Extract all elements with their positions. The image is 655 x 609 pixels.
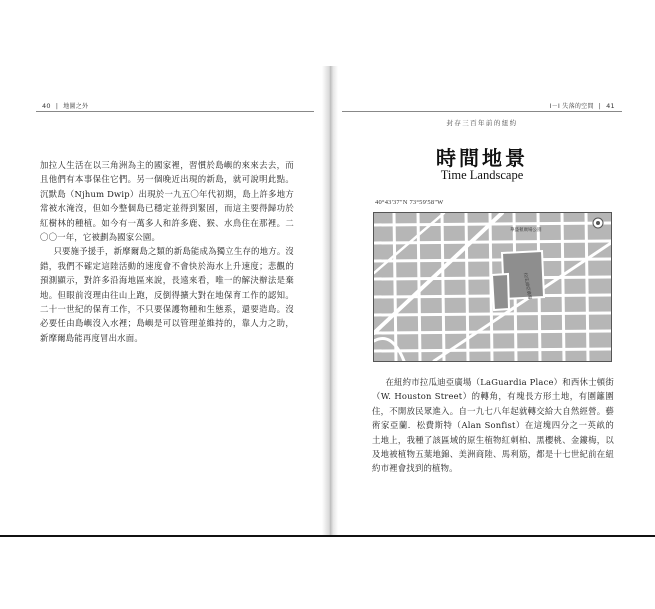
section-title-english: Time Landscape [440, 168, 524, 182]
left-body-text [40, 158, 294, 345]
street-map-graphic [374, 213, 611, 361]
street-map [373, 212, 612, 362]
right-chapter-title: I－I 失落的空間 [549, 103, 594, 110]
page-bottom-edge [0, 535, 655, 537]
map-label-street: 拉瓜迪亞廣場 [522, 272, 532, 300]
left-paragraph-2: 只要施予援手，新摩爾島之類的新島能成為獨立生存的地方。沒錯，我們不確定這陸活動的速度會不會快於海水上升速度；悲觀的預測顯示，對許多沿海地區來說，長遠來看，唯一的解決辦法是棄地。但眼前沒理由往山上跑，反倒得擴大對在地保育工作的認知。二十一世紀的保育工作，不只要保護物種和生態系，還要造島。沒必要任由島嶼沒入水裡；島嶼是可以管理並維持的，靠人力之助，新摩爾島能再度冒出水面。 [40, 246, 294, 343]
right-running-head: I－I 失落的空間 | 41 [549, 102, 615, 110]
left-chapter-title: 地圖之外 [63, 103, 89, 110]
left-running-head: 40 | 地圖之外 [42, 102, 89, 110]
section-kicker: 封存三百年前的紐約 [446, 119, 518, 127]
gps-coordinates: 40°43'37"N 73°59'58"W [375, 199, 444, 206]
left-page-number: 40 [42, 102, 51, 110]
map-label-park: 華盛頓廣場公園 [510, 228, 542, 233]
right-header-rule [342, 111, 622, 112]
right-paragraph-1: 在紐約市拉瓜迪亞廣場（LaGuardia Place）和西休士頓街（W. Houston Street）的轉角，有塊長方形土地，有圍籬圍住，不開放民眾進入。自一九七八年起就轉交給大自然經營。藝術家亞蘭．松費斯特（Alan Sonfist）在這塊四分之一英畝的土地上，我種了該區域的原生植物紅刺柏、黑櫻桃、金鏤梅，以及地被植物五葉地錦、美洲商陸、馬利筋，都是十七世紀前在紐約市裡會找到的植物。 [372, 377, 614, 474]
right-body-text [372, 375, 614, 476]
left-header-rule [36, 111, 314, 112]
section-title-chinese: 時間地景 [436, 146, 528, 170]
left-paragraph-1: 加拉人生活在以三角洲為主的國家裡，習慣於島嶼的來來去去，而且他們有本事保住它們。另一個晚近出現的新島，就可說明此點。沉默島（Njhum Dwip）出現於一九五〇年代初期，島上許多地方常被水淹沒，但如今整個島已穩定並得到緊固，而這主要得歸功於紅樹林的種植。如今有一萬多人和許多鹿、猴、水鳥住在那裡。二〇〇一年，它被劃為國家公園。 [40, 160, 294, 243]
book-gutter [322, 66, 338, 536]
right-page-number: 41 [606, 102, 615, 110]
